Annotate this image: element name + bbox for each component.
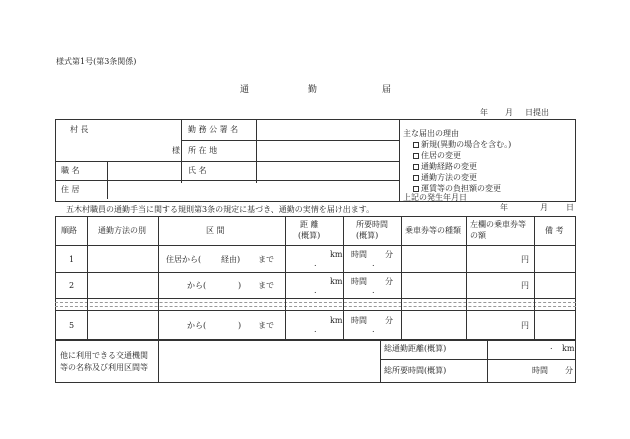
title-char-1: 通 — [240, 85, 250, 95]
header-time-1: 所要時間 — [356, 220, 388, 229]
name-field[interactable] — [257, 162, 398, 179]
workplace-field[interactable] — [257, 120, 398, 139]
total-time-label: 総所要時間(概算) — [384, 366, 447, 375]
row-2-mdot: . — [372, 286, 375, 295]
name-label: 氏 名 — [188, 166, 207, 175]
submit-day: 日提出 — [525, 108, 549, 117]
row-2-no: 2 — [69, 281, 75, 290]
row-1-minutes: 分 — [385, 250, 393, 259]
total-time-minutes: 分 — [565, 366, 573, 375]
row-1-no: 1 — [69, 255, 75, 264]
header-method: 通勤方法の別 — [98, 226, 146, 235]
reason-checkbox-4[interactable] — [413, 175, 419, 181]
reason-label-1: 新規(異動の場合を含む。) — [421, 140, 512, 149]
header-distance-2: (概算) — [298, 231, 321, 240]
reason-checkbox-5[interactable] — [413, 186, 419, 192]
row-2-from: から( — [187, 281, 207, 290]
row-2-km: km — [330, 277, 343, 286]
header-fare-1: 左欄の乗車券等 — [470, 220, 526, 229]
header-section: 区 間 — [206, 226, 225, 235]
row-1-mdot: . — [372, 259, 375, 268]
declaration: 五木村職員の通勤手当に関する規則第3条の規定に基づき、通勤の実情を届け出ます。 — [66, 205, 375, 214]
row-2-dot: . — [314, 286, 317, 295]
row-2-hours: 時間 — [351, 277, 367, 286]
row-2-yen: 円 — [521, 281, 529, 290]
header-distance-1: 距 離 — [300, 220, 319, 229]
row-5-hours: 時間 — [351, 316, 367, 325]
total-distance-label: 総通勤距離(概算) — [384, 344, 447, 353]
omission-line — [55, 306, 576, 307]
row-1-from: 住居から( — [166, 255, 202, 264]
header-order: 順路 — [61, 226, 77, 235]
row-5-from: から( — [187, 321, 207, 330]
occurrence-year: 年 — [500, 203, 508, 212]
row-2-via: ) — [238, 281, 242, 290]
row-1-yen: 円 — [521, 255, 529, 264]
title-char-3: 届 — [382, 85, 392, 95]
total-distance-unit: km — [562, 344, 575, 353]
header-time-2: (概算) — [356, 231, 379, 240]
row-2-minutes: 分 — [385, 277, 393, 286]
reason-checkbox-3[interactable] — [413, 164, 419, 170]
workplace-label: 勤 務 公 署 名 — [188, 125, 239, 134]
form-number: 様式第1号(第3条関係) — [56, 57, 137, 66]
row-1-to: まで — [258, 255, 274, 264]
other-transport-label-1: 他に利用できる交通機関 — [60, 351, 148, 360]
address-label: 所 在 地 — [188, 146, 218, 155]
reason-label-4: 通勤方法の変更 — [421, 173, 477, 182]
row-5-minutes: 分 — [385, 316, 393, 325]
row-1-dot: . — [314, 259, 317, 268]
total-distance-dot: . — [550, 342, 553, 351]
row-5-dot: . — [314, 325, 317, 334]
header-fare-2: の額 — [470, 231, 486, 240]
residence-label: 住 居 — [61, 185, 80, 194]
row-5-mdot: . — [372, 325, 375, 334]
recipient-label: 村 長 — [70, 125, 89, 134]
reason-checkbox-1[interactable] — [413, 142, 419, 148]
reason-label-2: 住居の変更 — [421, 151, 461, 160]
residence-field[interactable] — [108, 181, 398, 200]
occurrence-month: 月 — [540, 203, 548, 212]
header-remarks: 備 考 — [545, 226, 564, 235]
reasons-title: 主な届出の理由 — [403, 129, 459, 138]
row-5-via: ) — [238, 321, 242, 330]
reason-label-3: 通勤経路の変更 — [421, 162, 477, 171]
reason-checkbox-2[interactable] — [413, 153, 419, 159]
row-2-to: まで — [258, 281, 274, 290]
row-5-no: 5 — [69, 321, 75, 330]
row-1-hours: 時間 — [351, 250, 367, 259]
submit-month: 月 — [505, 108, 513, 117]
header-ticket: 乗車券等の種類 — [405, 226, 461, 235]
reason-label-5: 運賃等の負担額の変更 — [421, 184, 501, 193]
row-5-yen: 円 — [521, 321, 529, 330]
position-field[interactable] — [108, 162, 180, 179]
title-char-2: 勤 — [308, 85, 318, 95]
other-transport-label-2: 等の名称及び利用区間等 — [60, 363, 148, 372]
total-time-hours: 時間 — [532, 366, 548, 375]
row-5-to: まで — [258, 321, 274, 330]
row-5-km: km — [330, 316, 343, 325]
omission-line — [55, 302, 576, 303]
recipient-honorific: 様 — [172, 146, 180, 155]
submit-year: 年 — [480, 108, 488, 117]
row-1-via: 経由) — [221, 255, 241, 264]
address-field[interactable] — [257, 141, 398, 160]
other-transport-field[interactable] — [159, 341, 379, 382]
row-1-km: km — [330, 250, 343, 259]
position-label: 職 名 — [61, 166, 80, 175]
occurrence-label: 上記の発生年月日 — [403, 193, 467, 202]
occurrence-day: 日 — [566, 203, 574, 212]
